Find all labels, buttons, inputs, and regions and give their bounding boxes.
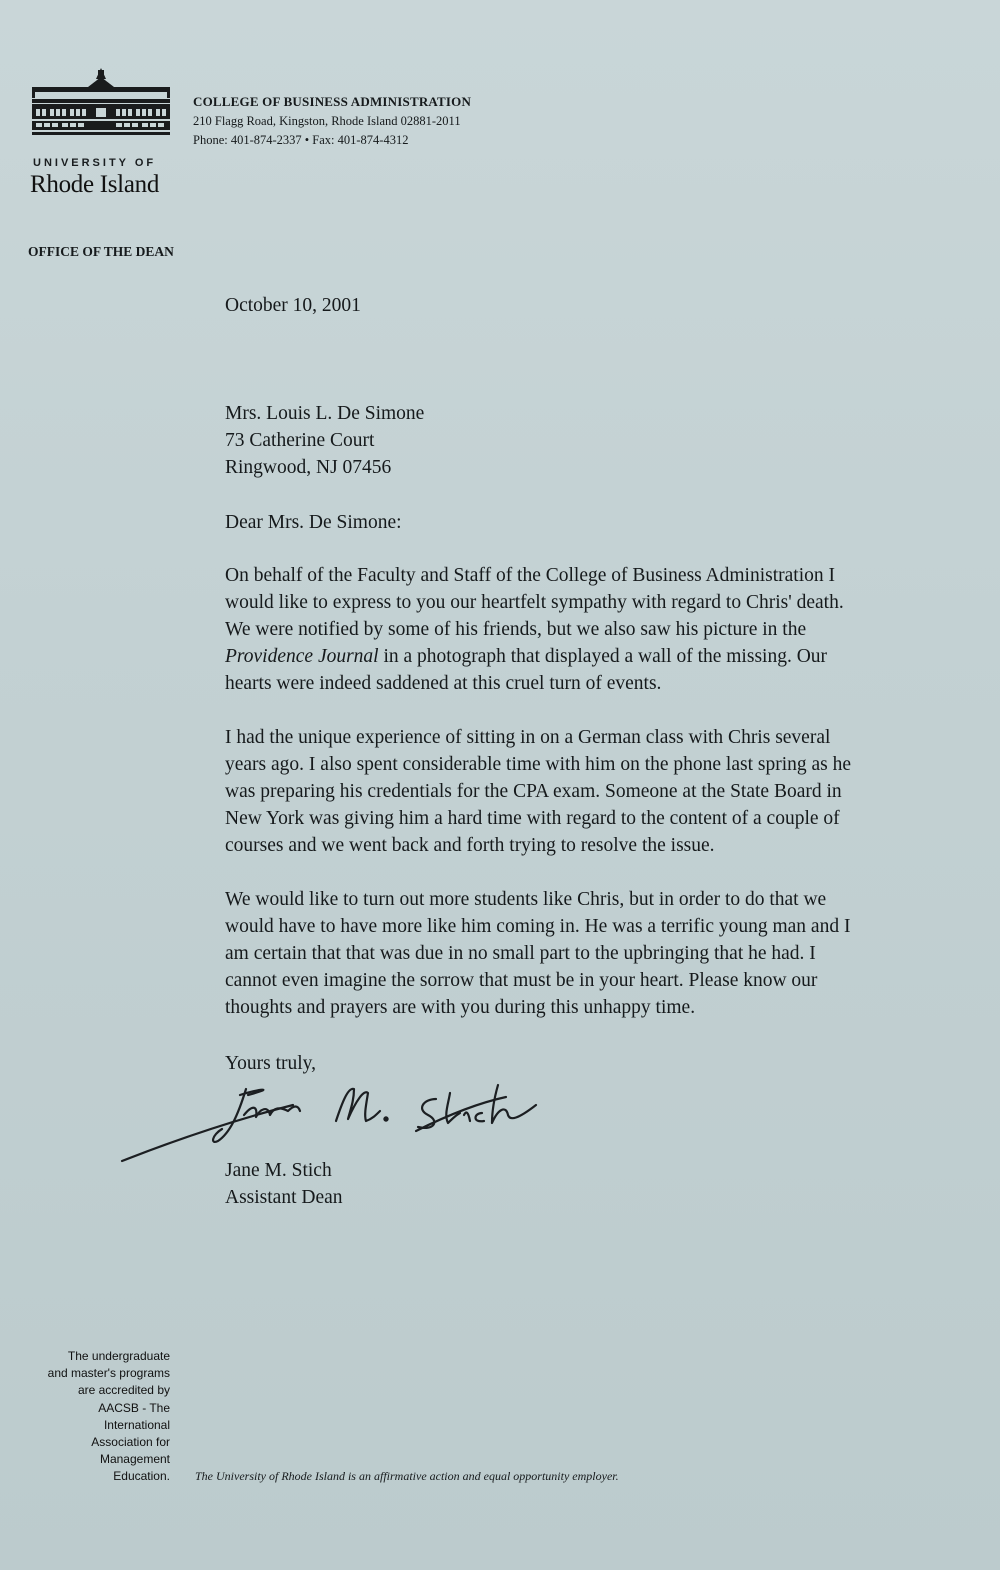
- office-label: OFFICE OF THE DEAN: [28, 244, 174, 259]
- accreditation-line: and master's programs: [47, 1366, 170, 1381]
- paragraph-line: On behalf of the Faculty and Staff of the College of Business Administration I: [225, 565, 835, 586]
- accreditation-note: [20, 1348, 170, 1486]
- university-building-logo: [30, 66, 172, 156]
- paragraph-line: thoughts and prayers are with you during this unhappy time.: [225, 997, 696, 1018]
- accreditation-line: Management: [99, 1452, 170, 1467]
- paragraph-line: would have to have more like him coming in. He was a terrific young man and I: [225, 916, 851, 937]
- closing: Yours truly,: [225, 1053, 317, 1074]
- paragraph-line: courses and we went back and forth trying to resolve the issue.: [225, 835, 715, 856]
- paragraph-line: I had the unique experience of sitting in on a German class with Chris several: [225, 727, 831, 748]
- paragraph-3: [225, 886, 980, 1021]
- paragraph-line: We were notified by some of his friends, but we also saw his picture in the: [225, 619, 807, 640]
- paragraph-line: New York was giving him a hard time with regard to the content of a couple of: [225, 808, 840, 829]
- paragraph-line: hearts were indeed saddened at this cruel turn of events.: [225, 673, 662, 694]
- recipient-block: [225, 400, 980, 481]
- paragraph-line: am certain that that was due in no small part to the upbringing that he had. I: [225, 943, 816, 964]
- paragraph-line: years ago. I also spent considerable time with him on the phone last spring as he: [225, 754, 852, 775]
- paragraph-line: was preparing his credentials for the CPA exam. Someone at the State Board in: [225, 781, 842, 802]
- department-name: COLLEGE OF BUSINESS ADMINISTRATION: [193, 94, 472, 109]
- paragraph-line: cannot even imagine the sorrow that must be in your heart. Please know our: [225, 970, 818, 991]
- recipient-name: Mrs. Louis L. De Simone: [225, 403, 425, 424]
- paragraph-line: would like to express to you our heartfelt sympathy with regard to Chris' death.: [225, 592, 844, 613]
- recipient-street: 73 Catherine Court: [225, 430, 375, 451]
- newspaper-title: Providence Journal: [225, 646, 379, 667]
- accreditation-line: International: [103, 1417, 170, 1432]
- department-phone: Phone: 401-874-2337 • Fax: 401-874-4312: [193, 133, 409, 147]
- paragraph-line: [225, 643, 980, 670]
- signer-title: Assistant Dean: [225, 1187, 343, 1208]
- letter-date: October 10, 2001: [225, 295, 361, 316]
- handwritten-signature: [118, 1075, 558, 1170]
- salutation: Dear Mrs. De Simone:: [225, 512, 402, 533]
- paragraph-1: [225, 562, 980, 697]
- university-name: Rhode Island: [30, 171, 160, 198]
- accreditation-line: AACSB - The: [98, 1400, 170, 1415]
- department-address: 210 Flagg Road, Kingston, Rhode Island 02881-2011: [193, 114, 461, 128]
- accreditation-line: Association for: [91, 1435, 170, 1450]
- signer-name: Jane M. Stich: [225, 1160, 332, 1181]
- signer-block: [225, 1157, 980, 1211]
- university-of-label: UNIVERSITY OF: [33, 157, 157, 169]
- paragraph-2: [225, 724, 980, 859]
- accreditation-line: The undergraduate: [67, 1349, 170, 1363]
- accreditation-line: Education.: [113, 1469, 170, 1484]
- equal-opportunity-statement: The University of Rhode Island is an affirmative action and equal opportunity employer.: [195, 1469, 619, 1483]
- recipient-city: Ringwood, NJ 07456: [225, 457, 392, 478]
- paragraph-line-rest: in a photograph that displayed a wall of the missing. Our: [378, 646, 828, 667]
- accreditation-line: are accredited by: [77, 1383, 170, 1398]
- paragraph-line: We would like to turn out more students like Chris, but in order to do that we: [225, 889, 827, 910]
